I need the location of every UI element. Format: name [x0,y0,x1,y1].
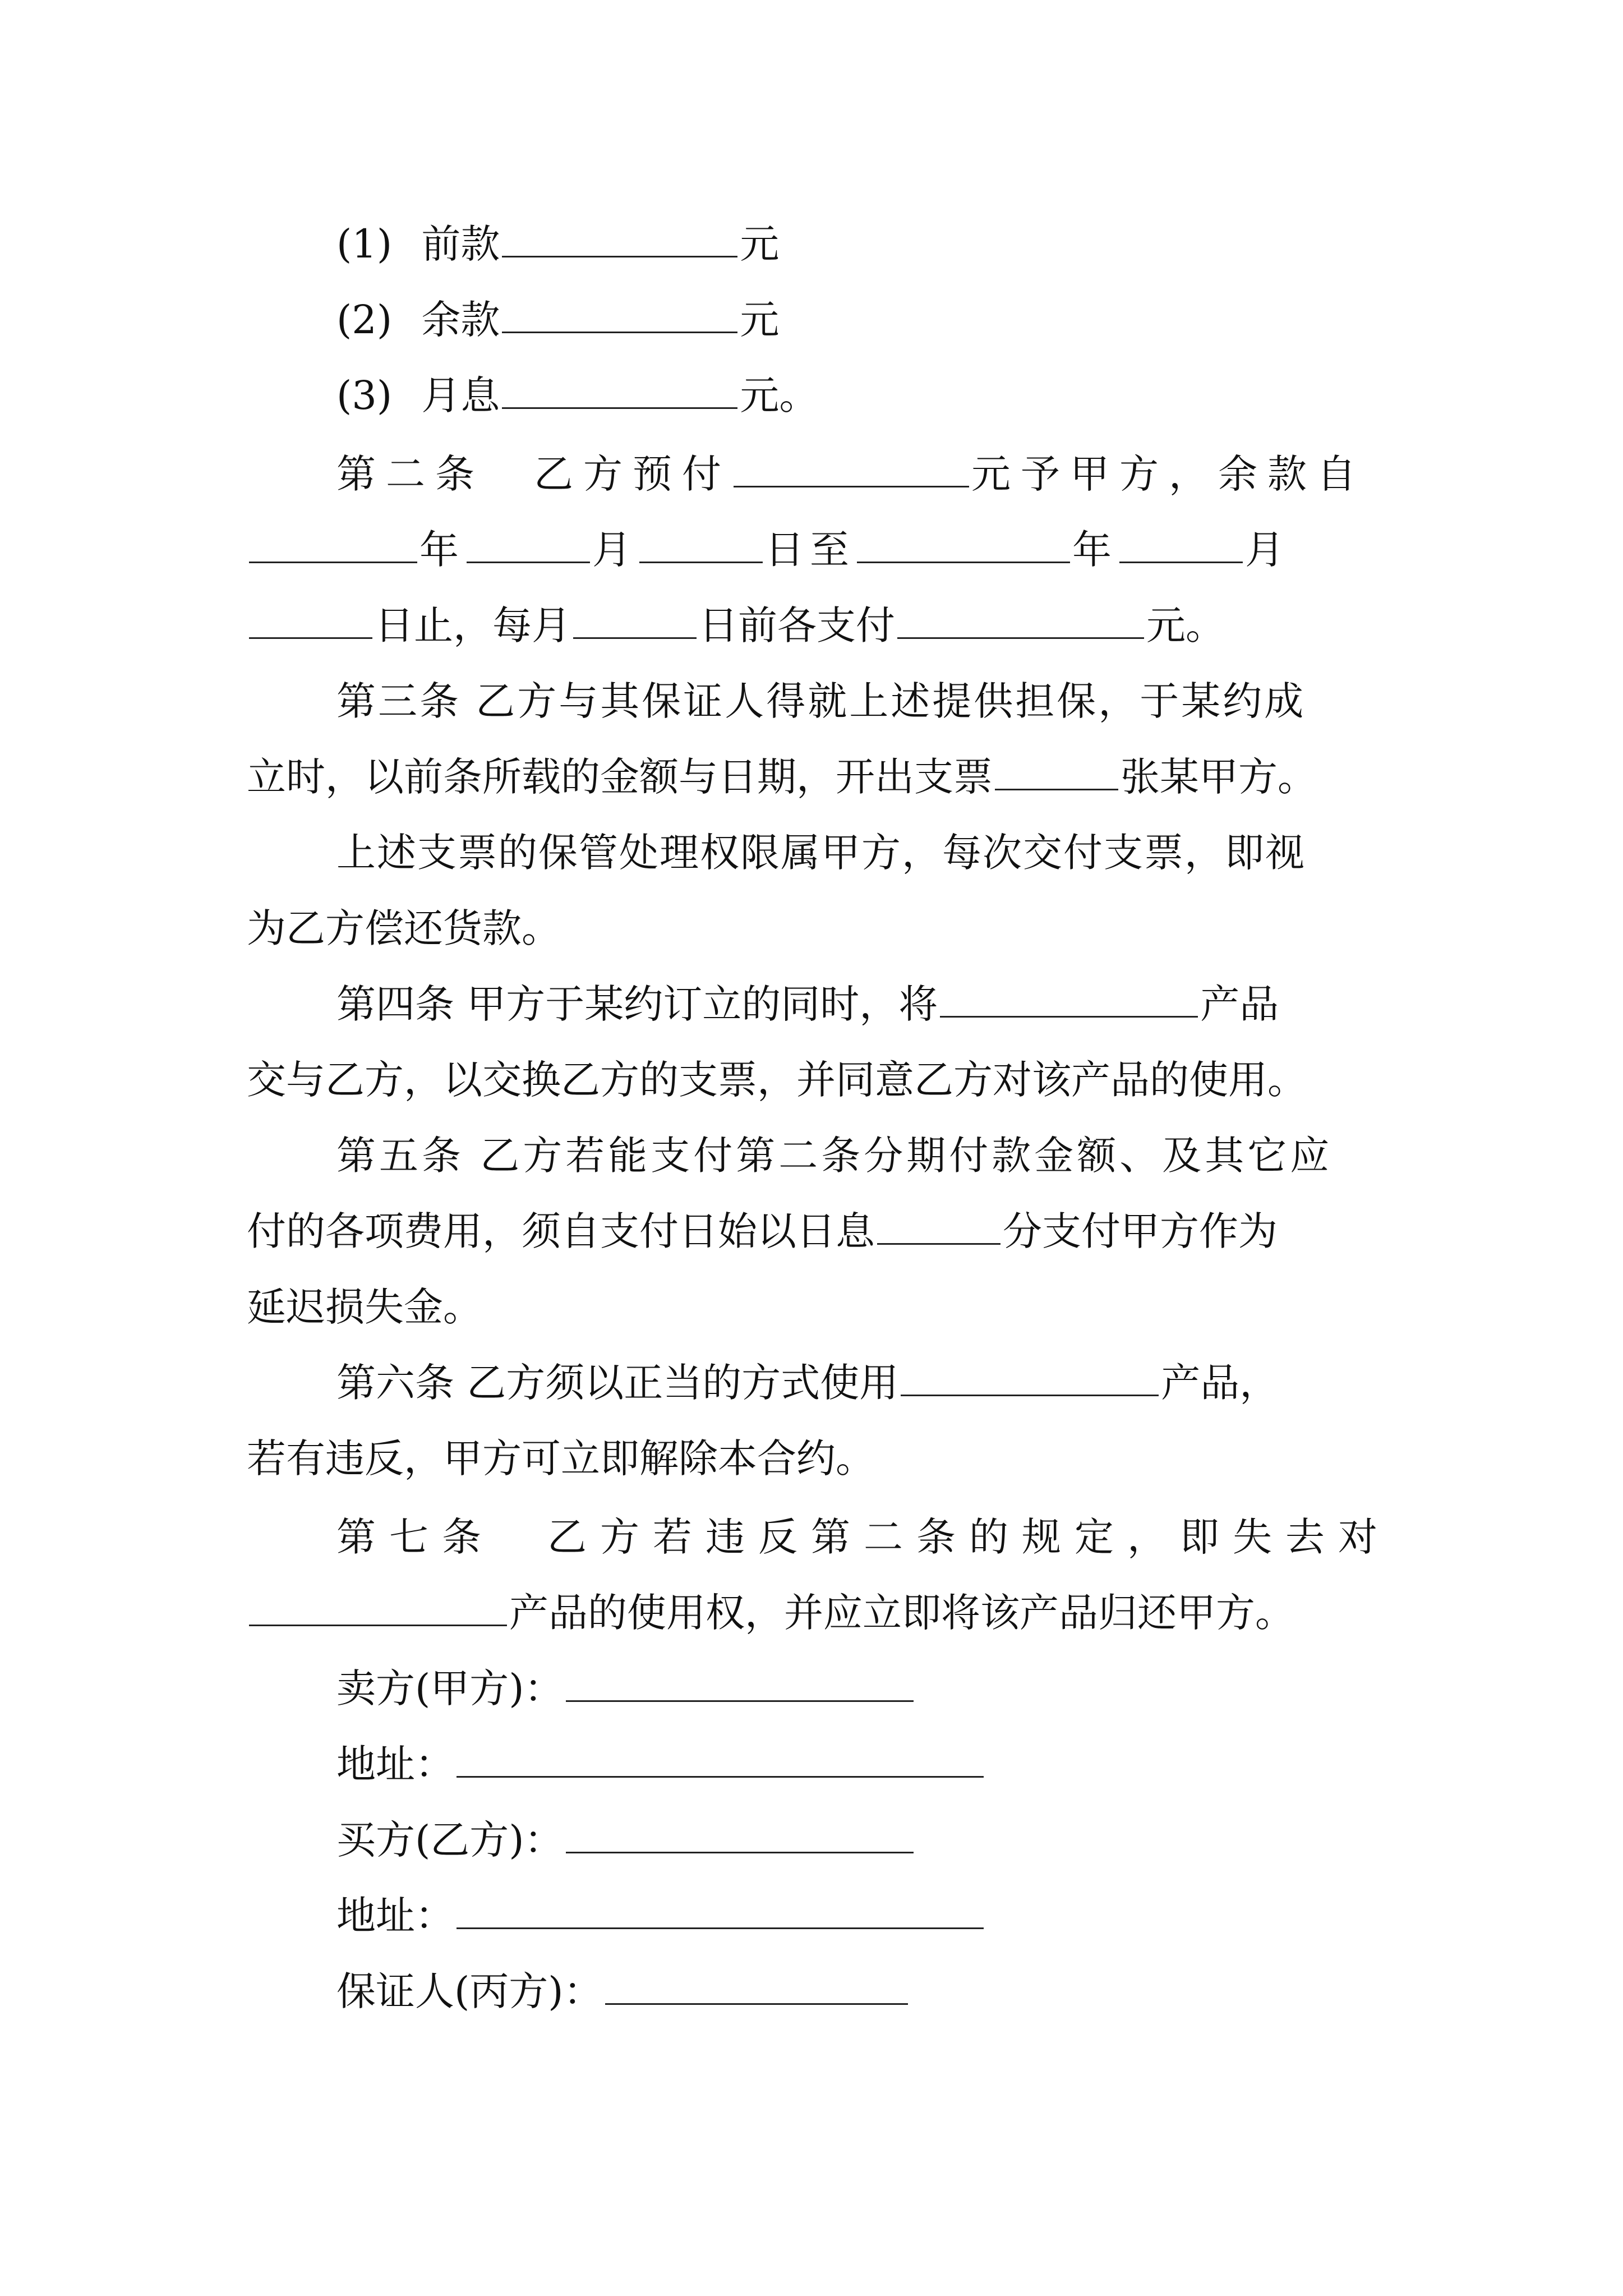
article-2-line-2 [247,522,1391,578]
payment-unit: 元。 [740,372,819,418]
text: 产品 [1200,981,1279,1027]
signature-label: 卖方(甲方)： [336,1665,564,1711]
text: 分支付甲方作为 [1003,1208,1278,1254]
text: 元予甲方，余款自 [971,451,1366,497]
payment-item-3 [336,367,1481,424]
signature-field[interactable] [457,1741,984,1778]
text: 月 [1245,527,1290,573]
signature-buyer [336,1812,916,1868]
signature-field[interactable] [457,1893,984,1929]
text: 产品的使用权，并应立即将该产品归还甲方。 [509,1590,1294,1636]
signature-field[interactable] [566,1817,914,1853]
text: 年 [419,527,464,573]
article-6-line-2: 若有违反，甲方可立即解除本合约。 [247,1435,875,1481]
signature-buyer-address [336,1888,986,1944]
blank-field[interactable] [897,602,1144,639]
article-3-line-3: 上述支票的保管处理权限属甲方，每次交付支票，即视 [336,830,1306,876]
blank-field[interactable] [502,372,737,409]
signature-guarantor [336,1963,910,2019]
payment-label: 月息 [421,372,500,418]
payment-unit: 元 [740,297,780,343]
blank-field[interactable] [1119,527,1243,563]
text: 年 [1072,527,1117,573]
article-5-line-1: 第五条 乙方若能支付第二条分期付款金额、及其它应 [336,1133,1333,1179]
blank-field[interactable] [249,527,417,563]
article-5-line-2 [247,1203,1391,1259]
text: 日至 [765,527,855,573]
blank-field[interactable] [734,451,969,487]
text: 产品， [1161,1360,1279,1406]
blank-field[interactable] [995,754,1118,790]
blank-field[interactable] [467,527,590,563]
payment-label: 前款 [421,221,500,267]
blank-field[interactable] [249,602,372,639]
payment-unit: 元 [740,221,780,267]
blank-field[interactable] [573,602,697,639]
text: 月 [592,527,637,573]
text: 日前各支付 [699,602,895,648]
text: 第六条 乙方须以正当的方式使用 [336,1360,899,1406]
blank-field[interactable] [502,297,737,333]
article-7-line-2 [247,1585,1391,1641]
payment-num: (3) [336,372,393,418]
payment-label: 余款 [421,297,500,343]
blank-field[interactable] [877,1208,1000,1245]
text: 付的各项费用，须自支付日始以日息 [247,1208,875,1254]
blank-field[interactable] [502,221,737,257]
article-7-line-1: 第七条 乙方若违反第二条的规定，即失去对 [336,1514,1391,1560]
blank-field[interactable] [639,527,763,563]
text: 元。 [1146,602,1225,648]
text: 第四条 甲方于某约订立的同时，将 [336,981,938,1027]
article-4-line-1 [336,976,1481,1032]
signature-seller-address [336,1736,986,1792]
article-6-line-1 [336,1355,1481,1411]
article-2-line-3 [247,597,1391,654]
payment-item-1 [336,216,1481,272]
signature-label: 买方(乙方)： [336,1817,564,1863]
article-2-line-1 [336,446,1391,502]
blank-field[interactable] [857,527,1070,563]
article-3-line-4: 为乙方偿还货款。 [247,905,561,951]
text: 第二条 乙方预付 [336,451,731,497]
blank-field[interactable] [940,981,1198,1018]
text: 张某甲方。 [1121,754,1317,800]
article-3-line-1: 第三条 乙方与其保证人得就上述提供担保，于某约成 [336,678,1306,724]
article-5-line-3: 延迟损失金。 [247,1284,482,1330]
blank-field[interactable] [249,1590,507,1626]
signature-label: 地址： [336,1741,454,1787]
signature-seller [336,1660,916,1717]
text: 立时，以前条所载的金额与日期，开出支票 [247,754,993,800]
text: 日止，每月 [375,602,571,648]
payment-num: (2) [336,297,393,343]
article-4-line-2: 交与乙方，以交换乙方的支票，并同意乙方对该产品的使用。 [247,1057,1307,1103]
article-3-line-2 [247,749,1391,805]
signature-field[interactable] [566,1665,914,1702]
blank-field[interactable] [901,1360,1159,1396]
payment-num: (1) [336,221,393,267]
signature-label: 保证人(丙方)： [336,1968,603,2014]
payment-item-2 [336,292,1481,348]
signature-label: 地址： [336,1893,454,1939]
signature-field[interactable] [605,1968,908,2005]
